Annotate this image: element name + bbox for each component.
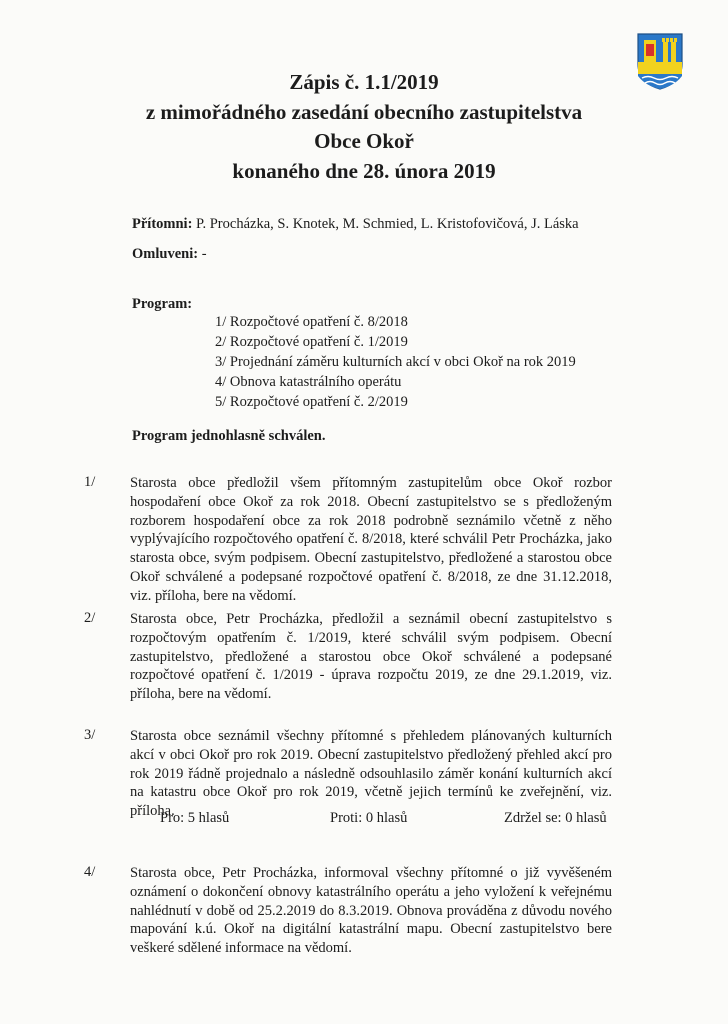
item-number: 4/: [84, 864, 96, 880]
title-line-meeting-type: z mimořádného zasedání obecního zastupitelstva: [145, 99, 583, 124]
program-item: 5/ Rozpočtové opatření č. 2/2019: [215, 394, 408, 410]
title-line-date: konaného dne 28. února 2019: [232, 158, 496, 183]
vote-for: Pro: 5 hlasů: [160, 810, 230, 826]
program-approved-note: Program jednohlasně schválen.: [132, 428, 326, 444]
item-text: Starosta obce předložil všem přítomným zastupitelům obce Okoř rozbor hospodaření obce Okoř za rok 2018. Obecní zastupitelstvo se s předloženým rozborem hospodaření obce za rok 2018 podrobně seznámilo včetně z něho vyplývajícího rozpočtového opatření č. 8/2018, které schválil Petr Procházka, jako starosta obce, svým podpisem. Obecní zastupitelstvo, předložené a starostou obce Okoř schválené a podepsané rozpočtové opatření č. 8/2018, ze dne 31.12.2018, viz. příloha, bere na vědomí.: [130, 475, 612, 604]
vote-against: Proti: 0 hlasů: [330, 810, 408, 826]
item-number: 3/: [84, 727, 96, 743]
document-title: [0, 68, 728, 186]
item-number: 1/: [84, 474, 96, 490]
excused-label: Omluveni:: [132, 246, 199, 262]
present-label: Přítomni:: [132, 216, 193, 232]
excused-row: [132, 246, 207, 263]
item-text: Starosta obce, Petr Procházka, předložil a seznámil obecní zastupitelstvo s rozpočtovým opatřením č. 1/2019, které schválil svým podpisem. Obecní zastupitelstvo, předložené a starostou obce Okoř schválené a podepsané rozpočtové opatření č. 1/2019 - úprava rozpočtu 2019, ze dne 29.1.2019, viz. příloha, bere na vědomí.: [130, 611, 612, 703]
title-line-municipality: Obce Okoř: [314, 129, 414, 153]
program-item: 1/ Rozpočtové opatření č. 8/2018: [215, 314, 408, 330]
program-item: 4/ Obnova katastrálního operátu: [215, 374, 402, 390]
present-names: P. Procházka, S. Knotek, M. Schmied, L. Kristofovičová, J. Láska: [196, 216, 579, 232]
excused-names: -: [201, 246, 207, 262]
item-text: Starosta obce, Petr Procházka, informoval všechny přítomné o již vyvěšeném oznámení o dokončení obnovy katastrálního operátu a jeho vyložení k veřejnému nahlédnutí v době od 25.2.2019 do 8.3.2019. Obnova prováděna z důvodu nového mapování k.ú. Okoř na digitální katastrální mapu. Obecní zastupitelstvo bere veškeré sdělené informace na vědomí.: [130, 865, 612, 957]
present-row: [132, 216, 579, 233]
item-number: 2/: [84, 610, 96, 626]
title-line-record-number: Zápis č. 1.1/2019: [289, 70, 439, 94]
vote-abstain: Zdržel se: 0 hlasů: [504, 810, 607, 826]
program-label: Program:: [132, 296, 193, 312]
program-item: 3/ Projednání záměru kulturních akcí v obci Okoř na rok 2019: [215, 354, 576, 370]
program-item: 2/ Rozpočtové opatření č. 1/2019: [215, 334, 408, 350]
program-list: [215, 312, 576, 412]
item-text: Starosta obce seznámil všechny přítomné s přehledem plánovaných kulturních akcí v obci Okoř pro rok 2019. Obecní zastupitelstvo předložený přehled akcí pro rok 2019 řádně projednalo a následně odsouhlasilo záměr konání kulturních akcí na katastru obce Okoř pro rok 2019, včetně jejich termínů ke zveřejnění, viz. příloha.: [130, 728, 612, 820]
